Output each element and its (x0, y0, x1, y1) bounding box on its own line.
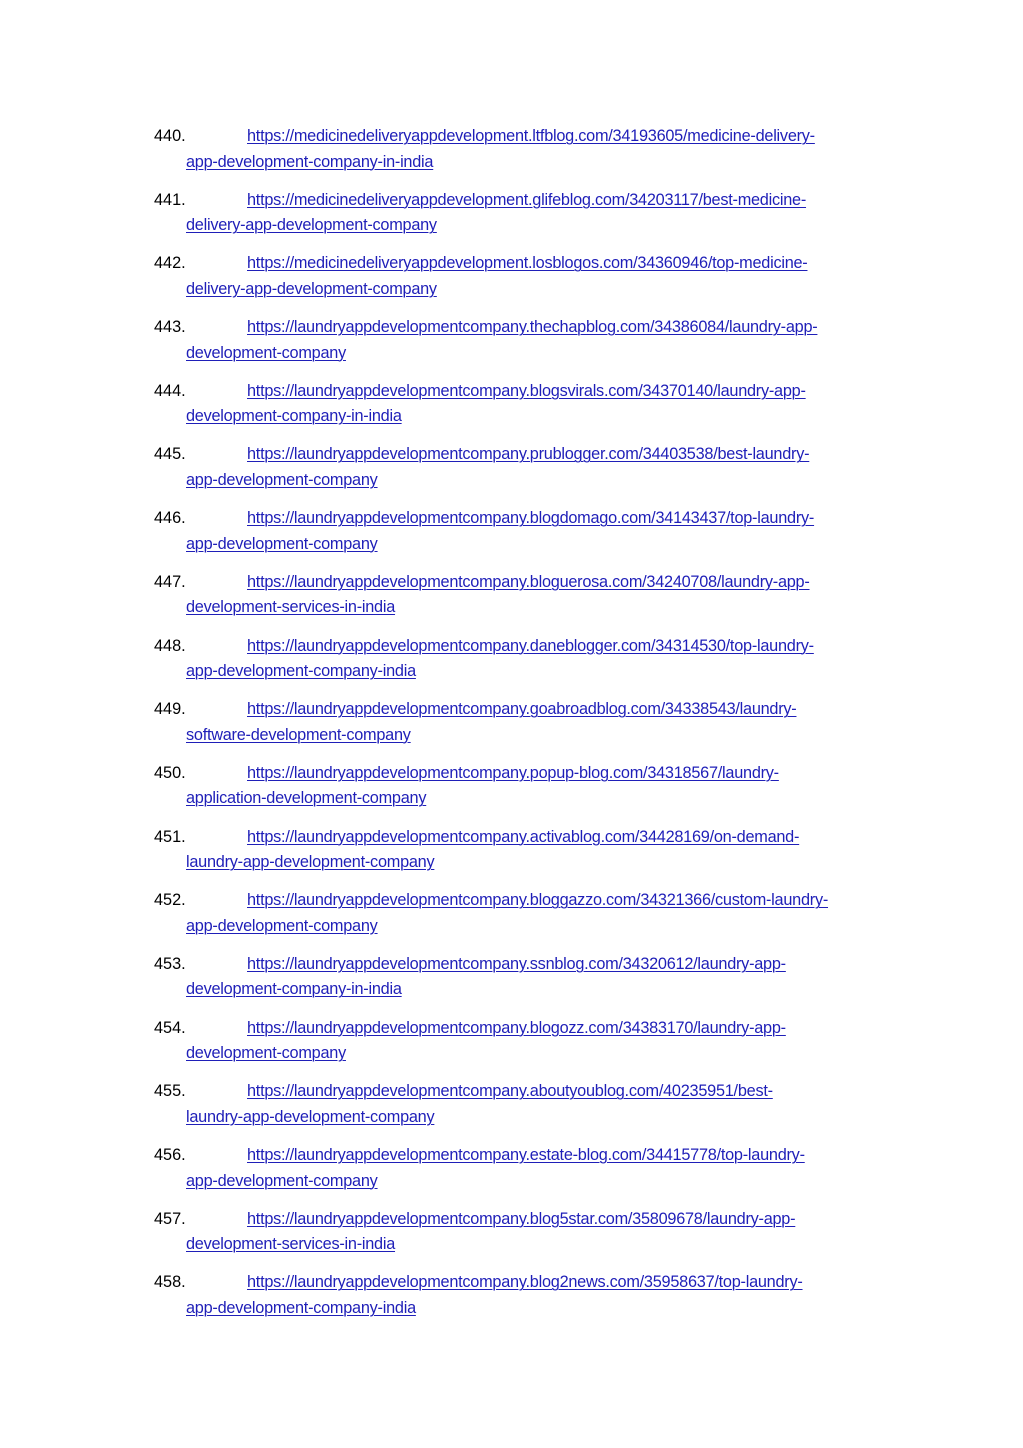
url-line-2[interactable]: delivery-app-development-company (186, 216, 437, 235)
url-link[interactable] (154, 825, 904, 876)
url-line-2[interactable]: development-company-in-india (186, 407, 402, 426)
url-line-2[interactable]: app-development-company (186, 916, 378, 935)
url-line-2[interactable]: application-development-company (186, 789, 427, 808)
list-item (154, 952, 904, 1016)
url-line-2[interactable]: development-company-in-india (186, 980, 402, 999)
url-link[interactable] (154, 379, 904, 430)
url-line-2[interactable]: development-company (186, 1044, 346, 1063)
url-link[interactable] (154, 442, 904, 493)
list-item (154, 188, 904, 252)
url-link[interactable] (154, 188, 904, 239)
url-line-2[interactable]: app-development-company (186, 534, 378, 553)
list-item (154, 379, 904, 443)
url-line-2[interactable]: app-development-company-india (186, 1298, 416, 1317)
item-number: 456. (154, 1146, 186, 1164)
url-line-1[interactable]: https://laundryappdevelopmentcompany.goabroadblog.com/34338543/laundry- (247, 700, 797, 719)
item-number: 457. (154, 1209, 186, 1228)
item-number: 453. (154, 954, 186, 973)
item-number: 455. (154, 1082, 186, 1101)
url-line-1[interactable]: https://laundryappdevelopmentcompany.blog2news.com/35958637/top-laundry- (247, 1273, 803, 1292)
list-item (154, 506, 904, 570)
list-item (154, 1079, 904, 1143)
url-link[interactable] (154, 1016, 904, 1067)
item-number: 448. (154, 636, 186, 655)
url-line-1[interactable]: https://laundryappdevelopmentcompany.bloguerosa.com/34240708/laundry-app- (247, 572, 810, 591)
list-item (154, 888, 904, 952)
url-link[interactable] (154, 315, 904, 366)
list-item (154, 251, 904, 315)
item-number: 446. (154, 509, 186, 528)
url-line-2[interactable]: software-development-company (186, 725, 411, 744)
url-line-1[interactable]: https://laundryappdevelopmentcompany.popup-blog.com/34318567/laundry- (247, 763, 779, 782)
url-link[interactable] (154, 124, 904, 175)
list-item (154, 697, 904, 761)
list-item (154, 1207, 904, 1271)
list-item (154, 761, 904, 825)
url-link[interactable] (154, 888, 904, 939)
url-link[interactable] (154, 1270, 904, 1321)
list-item (154, 1270, 904, 1334)
url-line-1[interactable]: https://laundryappdevelopmentcompany.prublogger.com/34403538/best-laundry- (247, 445, 810, 464)
item-number: 451. (154, 827, 186, 846)
list-item (154, 315, 904, 379)
item-number: 452. (154, 891, 186, 910)
url-line-1[interactable]: https://laundryappdevelopmentcompany.daneblogger.com/34314530/top-laundry- (247, 636, 814, 655)
url-line-2[interactable]: app-development-company-india (186, 662, 416, 680)
url-link[interactable] (154, 761, 904, 812)
item-number: 449. (154, 700, 186, 719)
url-line-2[interactable]: laundry-app-development-company (186, 853, 435, 872)
url-line-1[interactable]: https://medicinedeliveryappdevelopment.glifeblog.com/34203117/best-medicine- (247, 190, 807, 209)
item-number: 440. (154, 127, 186, 145)
list-item (154, 442, 904, 506)
url-line-1[interactable]: https://laundryappdevelopmentcompany.ssnblog.com/34320612/laundry-app- (247, 954, 786, 973)
url-link[interactable] (154, 570, 904, 621)
url-line-1[interactable]: https://laundryappdevelopmentcompany.thechapblog.com/34386084/laundry-app- (247, 318, 818, 337)
list-item (154, 124, 904, 188)
item-number: 444. (154, 381, 186, 400)
url-line-1[interactable]: https://laundryappdevelopmentcompany.blogdomago.com/34143437/top-laundry- (247, 509, 815, 528)
url-line-1[interactable]: https://laundryappdevelopmentcompany.activablog.com/34428169/on-demand- (247, 827, 800, 846)
url-link[interactable] (154, 697, 904, 748)
url-line-2[interactable]: laundry-app-development-company (186, 1107, 435, 1126)
url-line-2[interactable]: development-company (186, 343, 346, 362)
url-link[interactable] (154, 251, 904, 302)
url-link[interactable] (154, 1079, 904, 1130)
url-line-2[interactable]: app-development-company (186, 1171, 378, 1190)
url-line-1[interactable]: https://laundryappdevelopmentcompany.blog5star.com/35809678/laundry-app- (247, 1209, 796, 1228)
url-line-1[interactable]: https://laundryappdevelopmentcompany.blogozz.com/34383170/laundry-app- (247, 1018, 786, 1037)
item-number: 447. (154, 572, 186, 591)
item-number: 450. (154, 763, 186, 782)
url-line-2[interactable]: app-development-company-in-india (186, 152, 434, 171)
url-line-2[interactable]: development-services-in-india (186, 598, 396, 617)
url-link[interactable] (154, 952, 904, 1003)
url-line-1[interactable]: https://medicinedeliveryappdevelopment.losblogos.com/34360946/top-medicine- (247, 254, 808, 273)
item-number: 443. (154, 318, 186, 337)
url-line-2[interactable]: development-services-in-india (186, 1235, 396, 1254)
url-link[interactable] (154, 634, 904, 685)
url-line-1[interactable]: https://laundryappdevelopmentcompany.estate-blog.com/34415778/top-laundry- (247, 1146, 805, 1164)
list-item (154, 1143, 904, 1207)
list-item (154, 825, 904, 889)
item-number: 441. (154, 190, 186, 209)
url-link[interactable] (154, 506, 904, 557)
list-item (154, 634, 904, 698)
url-line-1[interactable]: https://medicinedeliveryappdevelopment.ltfblog.com/34193605/medicine-delivery- (247, 127, 815, 145)
url-line-1[interactable]: https://laundryappdevelopmentcompany.blogsvirals.com/34370140/laundry-app- (247, 381, 806, 400)
list-item (154, 1016, 904, 1080)
url-line-2[interactable]: app-development-company (186, 470, 378, 489)
item-number: 445. (154, 445, 186, 464)
link-list (154, 124, 904, 1334)
url-link[interactable] (154, 1207, 904, 1258)
item-number: 458. (154, 1273, 186, 1292)
url-line-1[interactable]: https://laundryappdevelopmentcompany.bloggazzo.com/34321366/custom-laundry- (247, 891, 829, 910)
url-link[interactable] (154, 1143, 904, 1194)
list-item (154, 570, 904, 634)
url-line-1[interactable]: https://laundryappdevelopmentcompany.aboutyoublog.com/40235951/best- (247, 1082, 773, 1101)
item-number: 442. (154, 254, 186, 273)
item-number: 454. (154, 1018, 186, 1037)
url-line-2[interactable]: delivery-app-development-company (186, 279, 437, 298)
